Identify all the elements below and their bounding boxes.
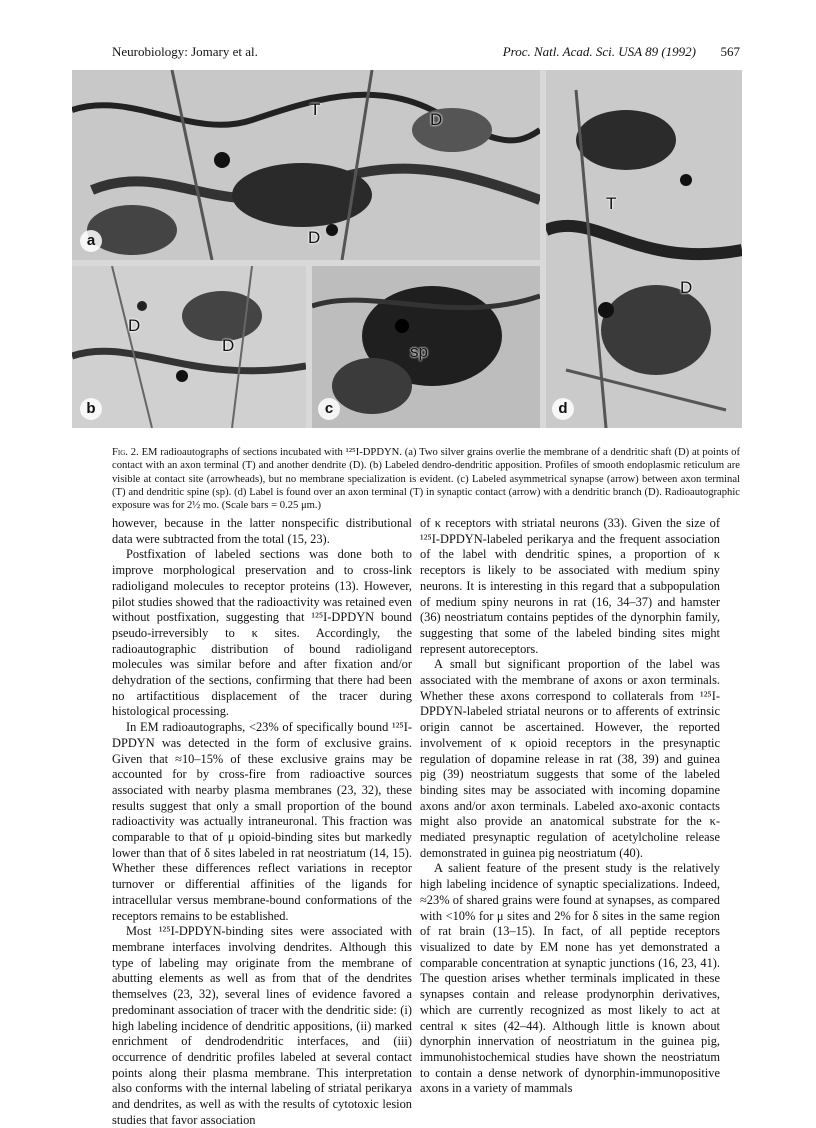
micrograph-image-b — [72, 266, 306, 428]
caption-text: EM radioautographs of sections incubated with ¹²⁵I-DPDYN. (a) Two silver grains overlie the membrane of a dendritic shaft (D) at points of contact with an axon terminal (T) and another dendrite (D). (b) Labeled dendro-dendritic apposition. Profiles of smooth endoplasmic reticulum are visible at contact site (arrowheads), but no membrane specialization is evident. (c) Labeled asymmetrical synapse (arrow) between axon terminal (T) and dendritic spine (sp). (d) Label is found over an axon terminal (T) in synaptic contact (arrow) with a dendritic branch (D). Radioautographic exposure was for 2½ mo. (Scale bars = 0.25 μm.) — [112, 447, 740, 512]
panel-label-a: a — [80, 230, 102, 252]
panel-label-b: b — [80, 398, 102, 420]
paragraph: Most ¹²⁵I-DPDYN-binding sites were associated with membrane interfaces involving dendrites. Although this type of labeling may originate from the membrane of abutting elements as well as from that of the dendrites themselves (23, 32), several lines of evidence favored a predominant association of tracer with the dendritic side: (i) high labeling incidence of dendritic appositions, (ii) marked enrichment of dendrodendritic interfaces, and (iii) occurrence of dendritic profiles labeled at several contact points along their plasma membrane. This interpretation also conforms with the internal labeling of striatal perikarya and dendrites, as well as with the results of cytotoxic lesion studies that favor association — [112, 924, 412, 1127]
micrograph-panel-d — [546, 70, 742, 428]
label-D: D — [308, 228, 321, 247]
label-sp: sp — [410, 342, 428, 361]
paragraph: Postfixation of labeled sections was done both to improve morphological preservation and to cross-link radioligand molecules to receptor proteins (13). However, pilot studies showed that the radioactivity was retained even without postfixation, suggesting that ¹²⁵I-DPDYN bound pseudo-irreversibly to κ sites. Accordingly, the radioautographic distribution of bound radioligand molecules was similar before and after fixation and/or dehydration of the sections, confirming that there had been no artifactitious displacement of the tracer during histological processing. — [112, 547, 412, 719]
figure-label: Fig. 2. — [112, 447, 139, 458]
micrograph-image-d — [546, 70, 742, 428]
paragraph: A small but significant proportion of the label was associated with the membrane of axons or axon terminals. Whether these axons correspond to collaterals from ¹²⁵I-DPDYN-labeled striatal neurons or to afferents of extrinsic origin cannot be ascertained. However, the reported involvement of κ opioid receptors in the presynaptic regulation of dopamine release in rat (38, 39) and guinea pig (39) neostriatum suggests that some of the labeled binding sites may be associated with incoming dopamine axons and/or axon terminals. Labeled axo-axonic contacts might also provide an anatomical substrate for the κ-mediated presynaptic regulation of acetylcholine release demonstrated in guinea pig neostriatum (40). — [420, 657, 720, 860]
running-header — [112, 44, 740, 64]
panel-label-d: d — [552, 398, 574, 420]
micrograph-panel-c — [312, 266, 540, 428]
label-T: T — [310, 100, 321, 119]
header-journal-section: Neurobiology: Jomary et al. — [112, 44, 258, 59]
figure-2-micrographs — [72, 70, 742, 428]
label-T: T — [606, 194, 617, 213]
text-column-left — [112, 516, 412, 1128]
paragraph: however, because in the latter nonspecific distributional data were subtracted from the total (15, 23). — [112, 516, 412, 546]
paragraph: In EM radioautographs, <23% of specifically bound ¹²⁵I-DPDYN was detected in the form of exclusive grains. Given that ≈10–15% of these exclusive grains may be accounted for by cross-fire from radioactive sources associated with nearby plasma membranes (23, 32), these results suggest that only a small proportion of the bound radioactivity was actually intraneuronal. This fraction was comparable to that of μ opioid-binding sites but markedly lower than that of δ sites labeled in rat neostriatum (14, 15). Whether these differences reflect variations in receptor turnover or differential affinities of the ligands for intracellular versus membrane-bound conformations of the receptors remains to be established. — [112, 720, 412, 923]
micrograph-image-a — [72, 70, 540, 260]
paragraph: of κ receptors with striatal neurons (33). Given the size of ¹²⁵I-DPDYN-labeled perikarya and the frequent association of the label with dendritic spines, a proportion of κ receptors is likely to be associated with medium spiny neurons. It is interesting in this regard that a subpopulation of medium spiny neurons in rat (16, 34–37) and hamster (36) neostriatum contains peptides of the dynorphin family, suggesting that some of the labeled binding sites might represent autoreceptors. — [420, 516, 720, 656]
label-D: D — [128, 316, 141, 335]
header-citation: Proc. Natl. Acad. Sci. USA 89 (1992) — [502, 44, 696, 59]
label-D: D — [680, 278, 693, 297]
page-number: 567 — [720, 44, 740, 59]
figure-caption — [112, 446, 740, 512]
micrograph-panel-a — [72, 70, 540, 260]
label-D: D — [222, 336, 235, 355]
label-D: D — [430, 110, 443, 129]
micrograph-panel-b — [72, 266, 306, 428]
text-column-right — [420, 516, 720, 1097]
panel-label-c: c — [318, 398, 340, 420]
paragraph: A salient feature of the present study is the relatively high labeling incidence of synaptic specializations. Indeed, ≈23% of shared grains were found at synapses, as compared with <10% for μ sites and 2% for δ sites in the same region of rat brain (13–15). In fact, of all peptide receptors visualized to date by EM none has yet demonstrated a comparable concentration at synaptic junctions (16, 23, 41). The question arises whether terminals implicated in these synapses contain and release prodynorphin derivatives, which are currently recognized as most likely to act at central κ sites (42–44). Although little is known about dynorphin innervation of neostriatum in the guinea pig, immunohistochemical studies have shown the neostriatum to contain a dense network of dynorphin-immunopositive axons in a variety of mammals — [420, 861, 720, 1096]
